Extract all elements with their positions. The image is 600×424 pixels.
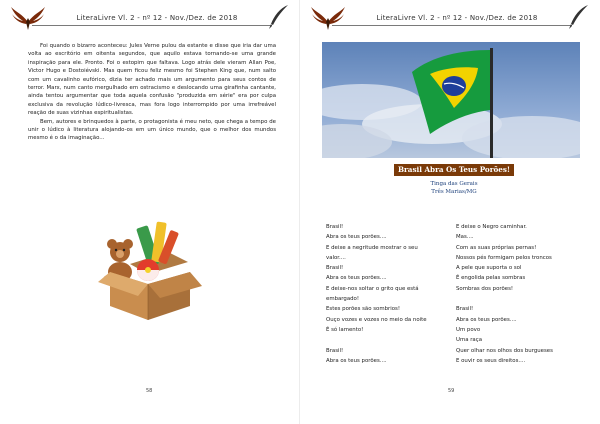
poem-column-left bbox=[326, 222, 456, 366]
poem-line: embargado! bbox=[326, 296, 360, 303]
poem-line bbox=[456, 294, 586, 304]
poem-line: Sombras dos porões! bbox=[456, 285, 514, 292]
poem-line: Abra os teus porões.... bbox=[456, 316, 517, 323]
wings-logo-icon bbox=[310, 4, 346, 34]
poem-line: E deixe a negritude mostrar o seu bbox=[326, 244, 418, 251]
page-header bbox=[310, 4, 590, 34]
poem-line: Brasil! bbox=[326, 265, 344, 272]
header-title: LiteraLivre Vl. 2 - nº 12 - Nov./Dez. de 2018 bbox=[76, 14, 238, 22]
poem-line: Quer olhar nos olhos dos burgueses bbox=[456, 347, 553, 354]
poem-column-right bbox=[456, 222, 586, 366]
page-number: 58 bbox=[146, 388, 153, 394]
quill-icon bbox=[266, 4, 290, 30]
page-number: 59 bbox=[448, 388, 455, 394]
poem-line: valor.... bbox=[326, 254, 346, 261]
poem-line: E deixe-nos soltar o grito que está bbox=[326, 285, 419, 292]
poem-line: Abra os teus porões.... bbox=[326, 275, 387, 282]
page-header bbox=[10, 4, 290, 34]
header-rule bbox=[332, 25, 572, 26]
right-page bbox=[300, 0, 600, 424]
wings-logo-icon bbox=[10, 4, 46, 34]
story-paragraph: Bem, autores e brinquedos à parte, o protagonista é meu neto, que chega a tempo de unir o lúdico à literatura alojando-os em um único mundo, que o melhor dos mundos mesmo é o da imaginação... bbox=[28, 118, 276, 142]
poem-line: Um povo bbox=[456, 326, 481, 333]
author-name: Tinga das Gerais bbox=[430, 181, 478, 187]
author-credit bbox=[394, 180, 514, 196]
brazil-flag-photo bbox=[322, 42, 580, 158]
poem-line: Brasil! bbox=[326, 347, 344, 354]
header-rule bbox=[32, 25, 272, 26]
poem-line: Abra os teus porões.... bbox=[326, 357, 387, 364]
poem-line: Com as suas próprias pernas! bbox=[456, 244, 537, 251]
poem-line: Nossos pés formigam pelos troncos bbox=[456, 254, 552, 261]
poem-line: Uma raça bbox=[456, 337, 483, 344]
quill-icon bbox=[566, 4, 590, 30]
poem-line: Mas.... bbox=[456, 234, 474, 241]
poem-line: É engolida pelas sombras bbox=[456, 275, 526, 282]
poem-line: Brasil! bbox=[326, 224, 344, 230]
author-location: Três Marias/MG bbox=[431, 189, 477, 195]
poem-line: E ouvir os seus direitos.... bbox=[456, 357, 526, 364]
story-text bbox=[28, 42, 276, 143]
poem-line: A pele que suporta o sol bbox=[456, 265, 522, 272]
poem-line: É só lamento! bbox=[326, 326, 364, 333]
header-title: LiteraLivre Vl. 2 - nº 12 - Nov./Dez. de 2018 bbox=[376, 14, 538, 22]
poem-line: Abra os teus porões.... bbox=[326, 234, 387, 241]
poem-line: E deixe o Negro caminhar. bbox=[456, 224, 527, 230]
poem-title: Brasil Abra Os Teus Porões! bbox=[394, 164, 514, 176]
toy-box-illustration bbox=[90, 212, 210, 324]
poem-line: Brasil! bbox=[456, 306, 474, 313]
poem-line: Estes porões são sombrios! bbox=[326, 306, 401, 313]
story-paragraph: Foi quando o bizarro aconteceu: Jules Verne pulou da estante e disse que iria dar uma volta ao escritório em oitenta segundos, que aquilo estava tornando-se uma grande inspiração para ele. Pronto. Foi o estopim que faltava. Logo atrás dele vieram Allan Poe, Victor Hugo e Dostoiévski. Mas quem ficou feliz mesmo foi Stephen King que, num salto com um cavalinho eufórico, dizia ter achado mais um argumento para seus contos de terror. Marx, num canto mergulhado em ostracismo e deslocando uma girafinha cantante, ainda tentou argumentar que toda aquela confusão "produzida em série" era por culpa exclusiva da revolução lúdico-livresca, mas fora logo interrompido por uma irrefreável reação de suas vizinhas espiritualistas. bbox=[28, 43, 276, 117]
poem-line bbox=[326, 335, 456, 345]
poem-line: Ouço vozes e vozes no meio da noite bbox=[326, 316, 427, 323]
